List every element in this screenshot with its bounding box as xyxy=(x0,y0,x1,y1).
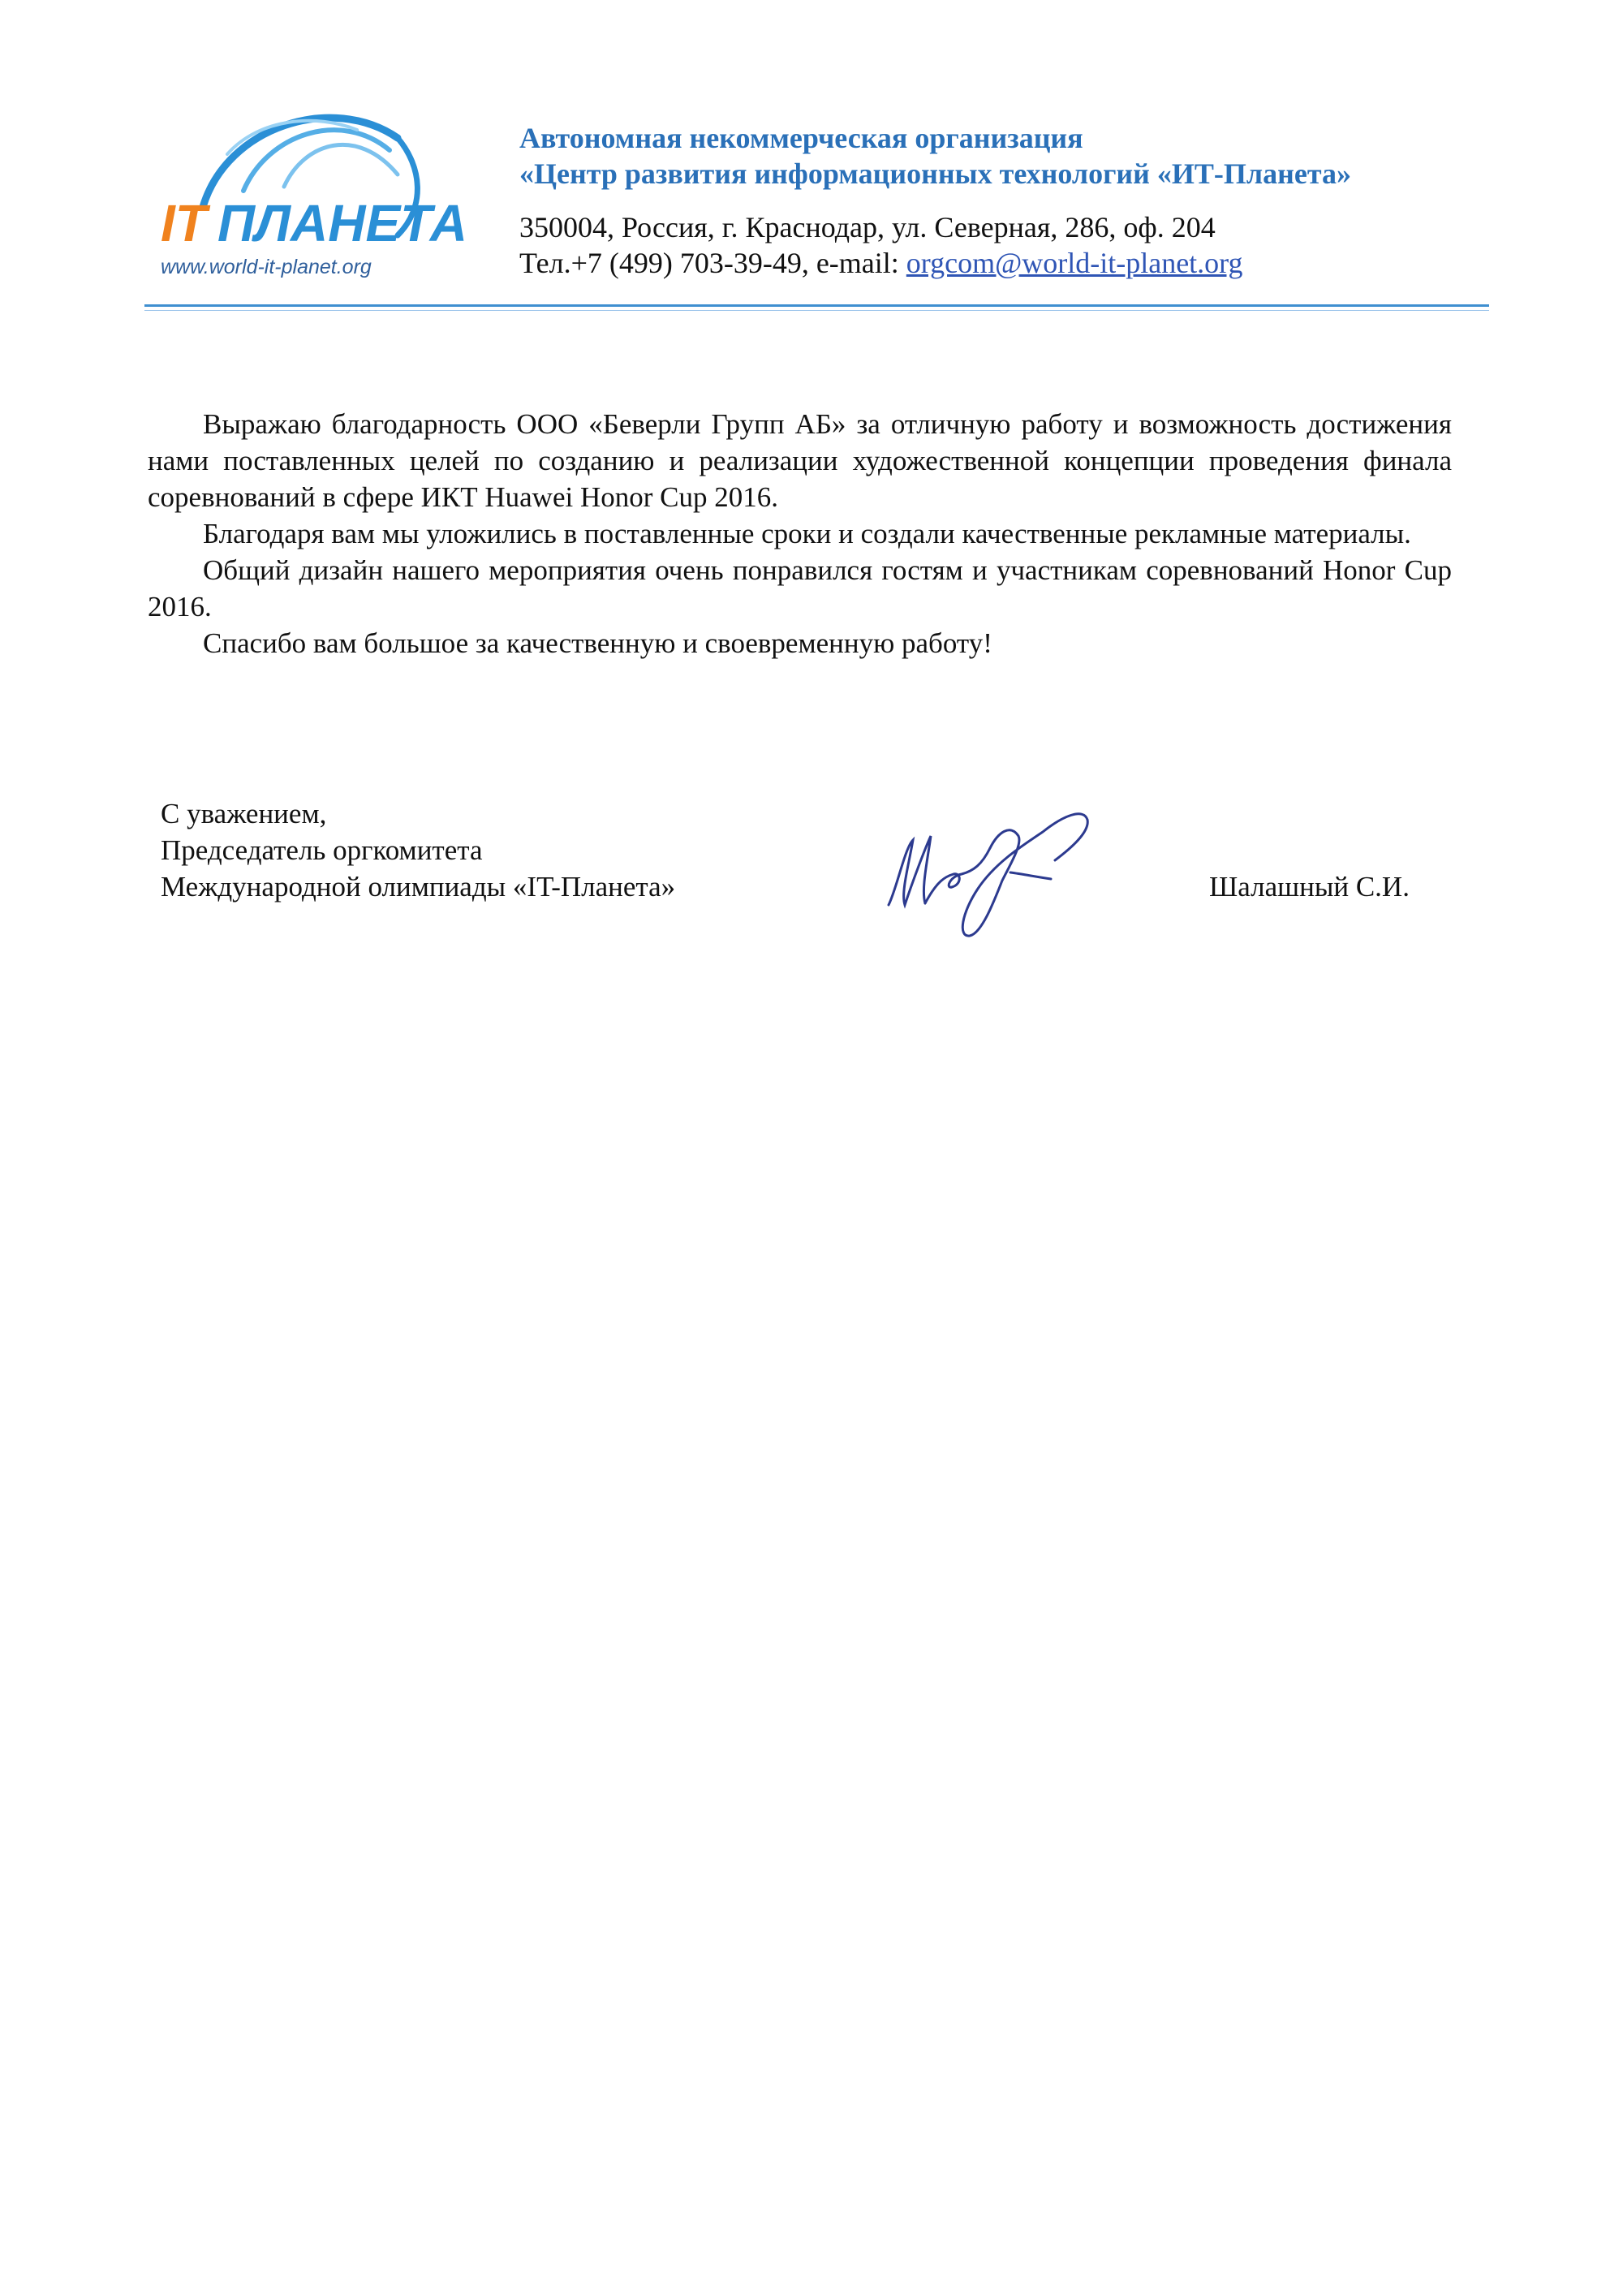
paragraph: Выражаю благодарность ООО «Беверли Групп АБ» за отличную работу и возможность достижения нами поставленных целей по созданию и реализации художественной концепции проведения финала соревнований в сфере ИКТ Huawei Honor Cup 2016. xyxy=(148,408,1452,513)
closing-greeting: С уважением, xyxy=(161,798,327,829)
org-name-line-2: «Центр развития информационных технологий «ИТ-Планета» xyxy=(519,157,1351,190)
email-link[interactable]: orgcom@world-it-planet.org xyxy=(906,247,1243,279)
planet-arcs-icon xyxy=(154,93,467,256)
header-divider-thin xyxy=(144,310,1489,311)
closing-block xyxy=(161,795,675,905)
logo-planeta-text: ПЛАНЕТА xyxy=(217,194,467,252)
paragraph: Спасибо вам большое за качественную и своевременную работу! xyxy=(203,627,992,659)
closing-position: Председатель оргкомитета xyxy=(161,834,483,866)
paragraph: Благодаря вам мы уложились в поставленные сроки и создали качественные рекламные материалы. xyxy=(203,518,1411,549)
handwritten-signature xyxy=(880,799,1124,946)
org-name-line-1: Автономная некоммерческая организация xyxy=(519,122,1083,154)
logo-it-text: IT xyxy=(161,194,207,252)
phone-email-prefix: Тел.+7 (499) 703-39-49, e-mail: xyxy=(519,247,906,279)
logo-url: www.world-it-planet.org xyxy=(161,256,372,278)
org-contacts xyxy=(519,245,1351,281)
it-planet-logo xyxy=(154,93,467,288)
paragraph: Общий дизайн нашего мероприятия очень понравился гостям и участникам соревнований Honor Cup 2016. xyxy=(148,554,1452,622)
closing-organization: Международной олимпиады «IT-Планета» xyxy=(161,871,676,902)
signer-name: Шалашный С.И. xyxy=(1209,871,1410,902)
org-header xyxy=(519,120,1351,281)
org-address: 350004, Россия, г. Краснодар, ул. Северная, 286, оф. 204 xyxy=(519,211,1216,243)
letter-body xyxy=(148,406,1452,661)
header-divider xyxy=(144,304,1489,307)
